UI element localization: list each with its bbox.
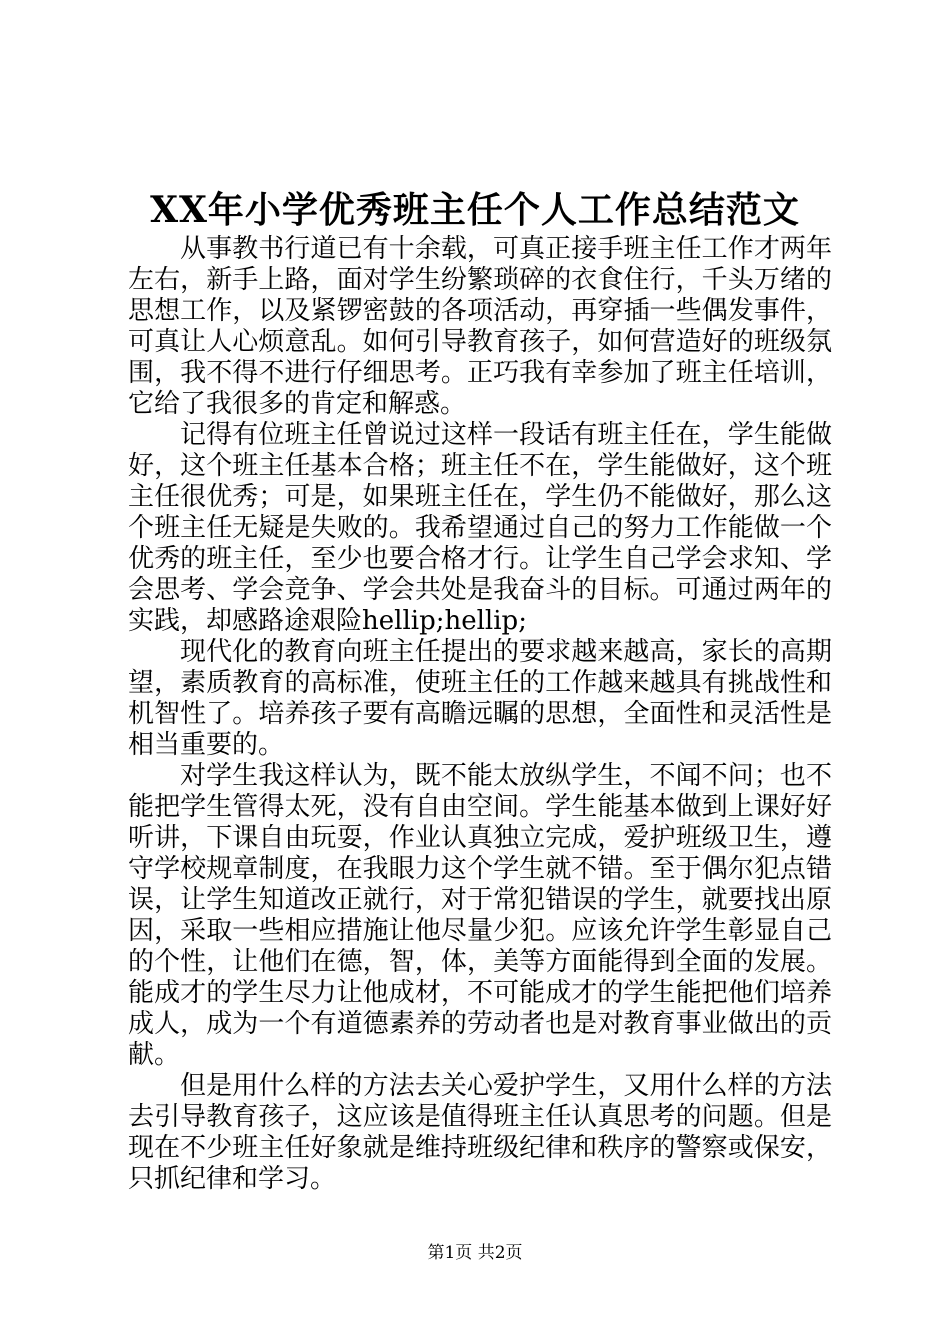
document-title: XX年小学优秀班主任个人工作总结范文 (150, 189, 800, 231)
paragraph-3: 现代化的教育向班主任提出的要求越来越高，家长的高期望，素质教育的高标准，使班主任的工作越来越具有挑战性和机智性了。培养孩子要有高瞻远瞩的思想，全面性和灵活性是相当重要的。 (128, 637, 832, 760)
paragraph-1: 从事教书行道已有十余载，可真正接手班主任工作才两年左右，新手上路，面对学生纷繁琐碎的衣食住行，千头万绪的思想工作，以及紧锣密鼓的各项活动，再穿插一些偶发事件，可真让人心烦意乱。如何引导教育孩子，如何营造好的班级氛围，我不得不进行仔细思考。正巧我有幸参加了班主任培训，它给了我很多的肯定和解惑。 (128, 234, 832, 419)
paragraph-2: 记得有位班主任曾说过这样一段话有班主任在，学生能做好，这个班主任基本合格；班主任不在，学生能做好，这个班主任很优秀；可是，如果班主任在，学生仍不能做好，那么这个班主任无疑是失败的。我希望通过自己的努力工作能做一个优秀的班主任，至少也要合格才行。让学生自己学会求知、学会思考、学会竞争、学会共处是我奋斗的目标。可通过两年的实践，却感路途艰险hellip;hellip; (128, 420, 832, 636)
paragraph-5: 但是用什么样的方法去关心爱护学生，又用什么样的方法去引导教育孩子，这应该是值得班主任认真思考的问题。但是现在不少班主任好象就是维持班级纪律和秩序的警察或保安，只抓纪律和学习。 (128, 1071, 832, 1194)
document-body (128, 234, 832, 1195)
paragraph-4: 对学生我这样认为，既不能太放纵学生，不闻不问；也不能把学生管得太死，没有自由空间。学生能基本做到上课好好听讲，下课自由玩耍，作业认真独立完成，爱护班级卫生，遵守学校规章制度，在我眼力这个学生就不错。至于偶尔犯点错误，让学生知道改正就行，对于常犯错误的学生，就要找出原因，采取一些相应措施让他尽量少犯。应该允许学生彰显自己的个性，让他们在德，智，体，美等方面能得到全面的发展。能成才的学生尽力让他成材，不可能成才的学生能把他们培养成人，成为一个有道德素养的劳动者也是对教育事业做出的贡献。 (128, 761, 832, 1070)
page-number-footer: 第1页 共2页 (427, 1243, 523, 1263)
